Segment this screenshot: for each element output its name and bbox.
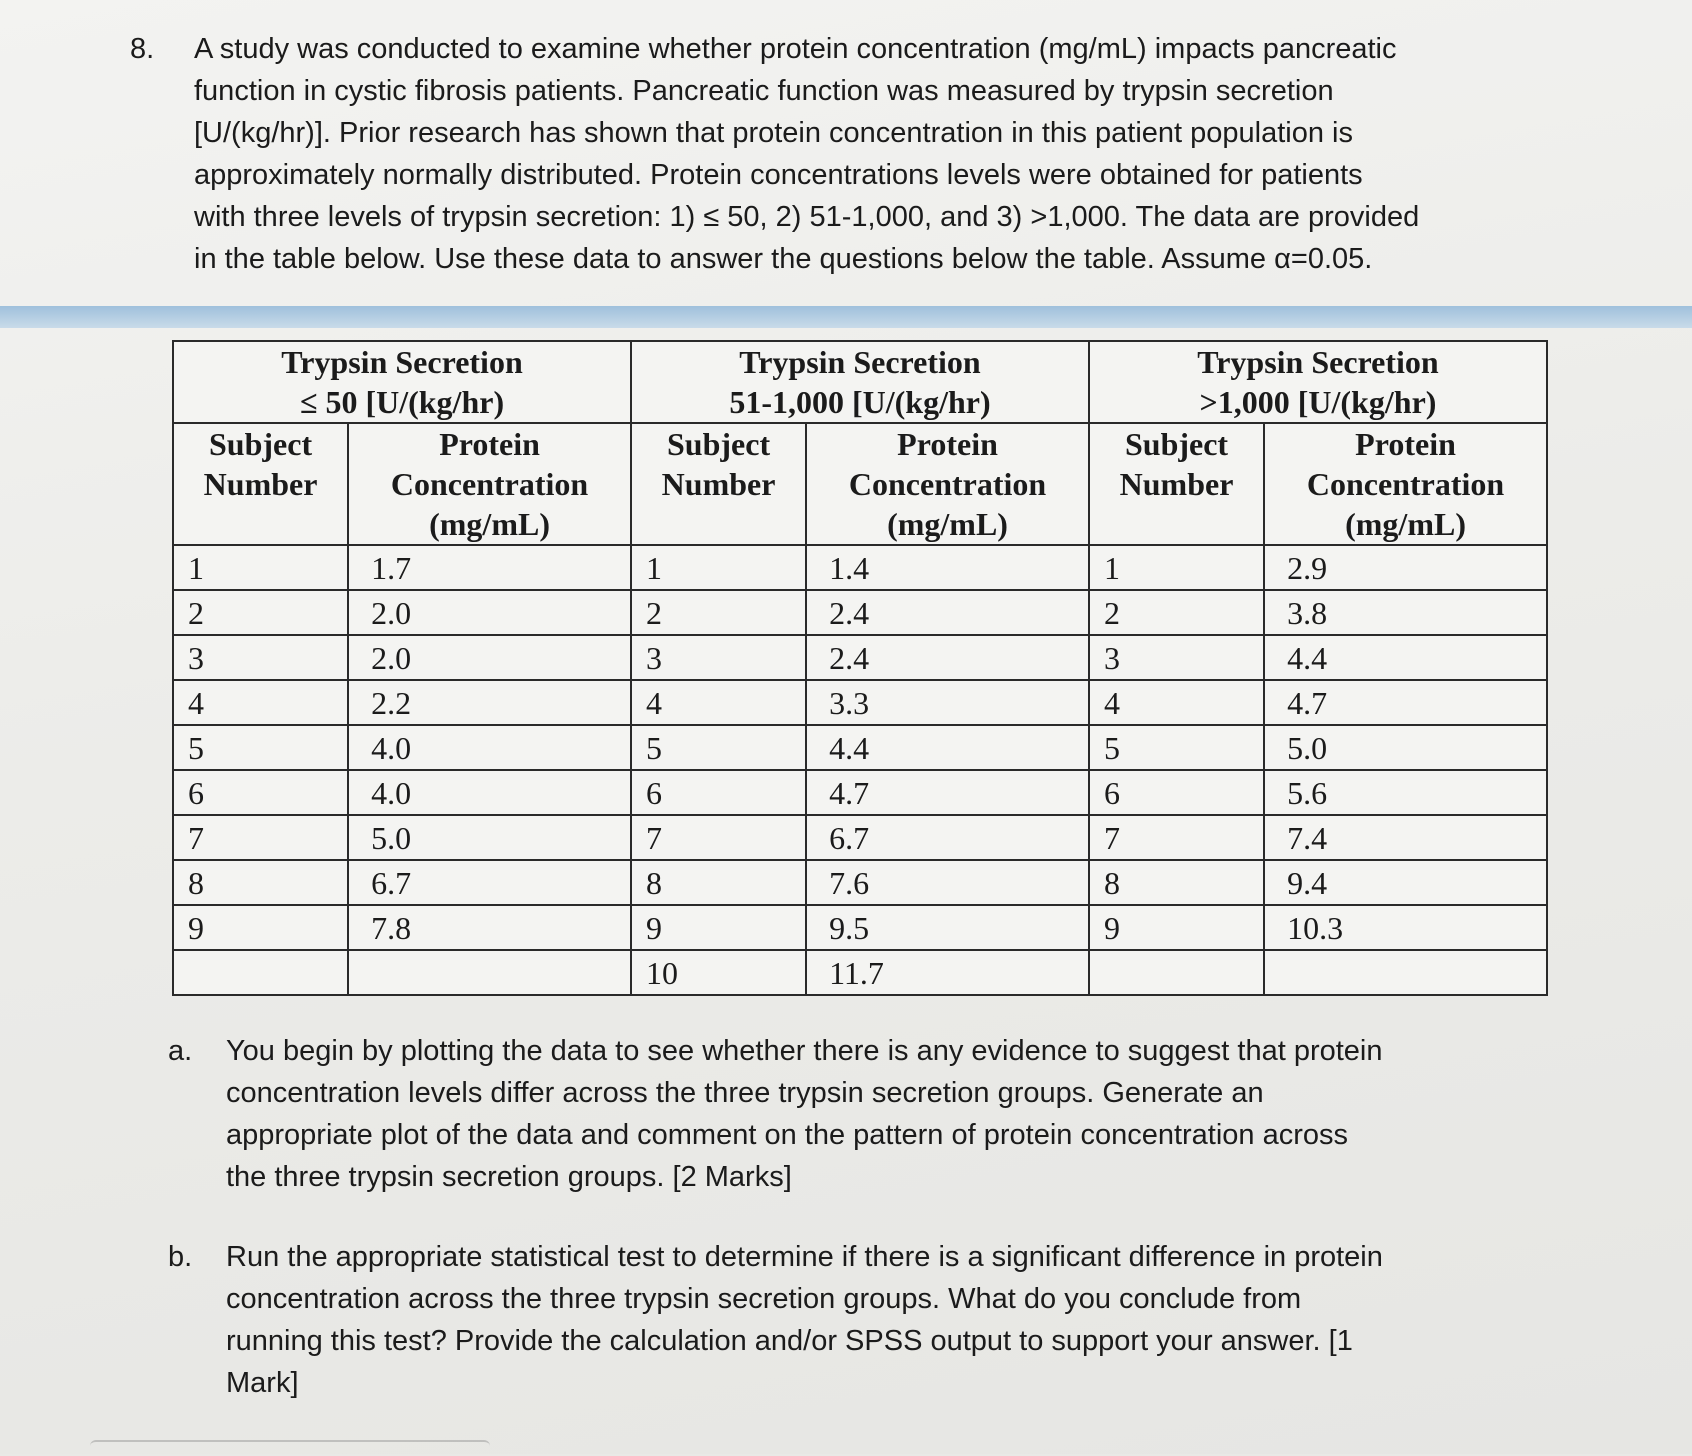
- header-word: Concentration: [848, 466, 1047, 502]
- subject-number-cell: 6: [631, 770, 806, 815]
- subject-number-cell: 3: [631, 635, 806, 680]
- part-b: [168, 1236, 1568, 1404]
- part-line: Run the appropriate statistical test to determine if there is a significant difference in protein: [226, 1241, 1383, 1273]
- protein-concentration-header: [348, 423, 631, 545]
- subject-number-cell: 7: [173, 815, 348, 860]
- protein-concentration-cell: 4.0: [348, 770, 631, 815]
- table-row: [173, 770, 1547, 815]
- subject-number-header: [173, 423, 348, 545]
- subject-number-header: [631, 423, 806, 545]
- table-row: [173, 950, 1547, 995]
- question-line: A study was conducted to examine whether protein concentration (mg/mL) impacts pancreatic: [194, 33, 1397, 65]
- protein-concentration-cell: 4.7: [806, 770, 1089, 815]
- subject-number-cell: 4: [173, 680, 348, 725]
- subject-number-cell: 2: [631, 590, 806, 635]
- protein-concentration-cell: 2.0: [348, 635, 631, 680]
- header-word: Protein: [897, 426, 998, 462]
- protein-concentration-cell: 2.4: [806, 590, 1089, 635]
- part-text: [226, 1030, 1568, 1198]
- header-word: (mg/mL): [429, 506, 550, 542]
- subject-number-header: [1089, 423, 1264, 545]
- header-word: Number: [661, 466, 776, 502]
- table-row: [173, 680, 1547, 725]
- protein-concentration-cell: 5.0: [348, 815, 631, 860]
- header-word: Protein: [439, 426, 540, 462]
- question-line: function in cystic fibrosis patients. Pancreatic function was measured by trypsin secretion: [194, 75, 1334, 107]
- protein-concentration-cell: 3.3: [806, 680, 1089, 725]
- subject-number-cell: 1: [1089, 545, 1264, 590]
- part-line: appropriate plot of the data and comment on the pattern of protein concentration across: [226, 1119, 1349, 1151]
- part-text: [226, 1236, 1568, 1404]
- protein-concentration-header: [806, 423, 1089, 545]
- group-title: Trypsin Secretion: [739, 344, 981, 380]
- subject-number-cell: 10: [631, 950, 806, 995]
- question-line: [U/(kg/hr)]. Prior research has shown that protein concentration in this patient population is: [194, 117, 1353, 149]
- protein-concentration-cell: 1.7: [348, 545, 631, 590]
- part-letter: b.: [168, 1241, 193, 1273]
- header-word: Number: [203, 466, 318, 502]
- subject-number-cell: 5: [173, 725, 348, 770]
- subject-number-cell: 6: [173, 770, 348, 815]
- header-word: Subject: [209, 426, 313, 462]
- protein-concentration-cell: 3.8: [1264, 590, 1547, 635]
- group-title: Trypsin Secretion: [281, 344, 523, 380]
- part-line: You begin by plotting the data to see whether there is any evidence to suggest that protein: [226, 1035, 1383, 1067]
- group-header: [173, 341, 631, 423]
- group-header-row: [173, 341, 1547, 423]
- table-row: [173, 815, 1547, 860]
- subject-number-cell: 9: [1089, 905, 1264, 950]
- table-body: [173, 545, 1547, 995]
- subject-number-cell: 3: [1089, 635, 1264, 680]
- table-row: [173, 725, 1547, 770]
- subject-number-cell: 1: [173, 545, 348, 590]
- protein-concentration-cell: 9.4: [1264, 860, 1547, 905]
- data-table-wrapper: [172, 340, 1548, 996]
- table-row: [173, 635, 1547, 680]
- header-word: Concentration: [390, 466, 589, 502]
- protein-concentration-cell: 4.7: [1264, 680, 1547, 725]
- subject-number-cell: 7: [1089, 815, 1264, 860]
- subject-number-cell: 7: [631, 815, 806, 860]
- protein-concentration-cell: 5.6: [1264, 770, 1547, 815]
- header-word: (mg/mL): [887, 506, 1008, 542]
- table-row: [173, 545, 1547, 590]
- protein-concentration-cell: 2.0: [348, 590, 631, 635]
- header-word: Concentration: [1306, 466, 1505, 502]
- question-line: approximately normally distributed. Protein concentrations levels were obtained for patients: [194, 159, 1363, 191]
- protein-concentration-cell: 6.7: [348, 860, 631, 905]
- part-line: the three trypsin secretion groups. [2 Marks]: [226, 1161, 792, 1193]
- subject-number-cell: 9: [173, 905, 348, 950]
- protein-concentration-cell: 4.0: [348, 725, 631, 770]
- header-word: Subject: [666, 426, 771, 462]
- question-line: in the table below. Use these data to answer the questions below the table. Assume α=0.05.: [194, 243, 1373, 275]
- subject-number-cell: 3: [173, 635, 348, 680]
- group-range: 51-1,000 [U/(kg/hr): [729, 384, 991, 420]
- subject-number-cell: 9: [631, 905, 806, 950]
- protein-concentration-cell: 5.0: [1264, 725, 1547, 770]
- question-number: 8.: [130, 33, 155, 65]
- protein-concentration-cell: [1264, 950, 1547, 995]
- subject-number-cell: 8: [1089, 860, 1264, 905]
- protein-concentration-cell: 7.4: [1264, 815, 1547, 860]
- question-line: with three levels of trypsin secretion: 1) ≤ 50, 2) 51-1,000, and 3) >1,000. The data are provided: [194, 201, 1420, 233]
- protein-concentration-cell: 7.8: [348, 905, 631, 950]
- protein-concentration-cell: 2.2: [348, 680, 631, 725]
- subject-number-cell: 4: [631, 680, 806, 725]
- part-line: running this test? Provide the calculation and/or SPSS output to support your answer. [1: [226, 1325, 1353, 1357]
- part-a: [168, 1030, 1568, 1198]
- group-range: >1,000 [U/(kg/hr): [1199, 384, 1437, 420]
- header-word: Number: [1119, 466, 1234, 502]
- subject-number-cell: 2: [173, 590, 348, 635]
- protein-concentration-cell: 4.4: [1264, 635, 1547, 680]
- header-word: (mg/mL): [1345, 506, 1466, 542]
- protein-concentration-cell: 11.7: [806, 950, 1089, 995]
- protein-concentration-cell: [348, 950, 631, 995]
- protein-concentration-header: [1264, 423, 1547, 545]
- protein-concentration-cell: 7.6: [806, 860, 1089, 905]
- subject-number-cell: 8: [173, 860, 348, 905]
- column-header-row: [173, 423, 1547, 545]
- subject-number-cell: 1: [631, 545, 806, 590]
- part-line: concentration across the three trypsin secretion groups. What do you conclude from: [226, 1283, 1302, 1315]
- question-parts: [168, 1030, 1568, 1442]
- header-word: Protein: [1355, 426, 1456, 462]
- part-letter: a.: [168, 1035, 193, 1067]
- subject-number-cell: 8: [631, 860, 806, 905]
- protein-concentration-cell: 6.7: [806, 815, 1089, 860]
- paper-fold-band: [0, 306, 1692, 328]
- part-line: Mark]: [226, 1367, 299, 1399]
- subject-number-cell: [1089, 950, 1264, 995]
- table-row: [173, 905, 1547, 950]
- subject-number-cell: 6: [1089, 770, 1264, 815]
- table-row: [173, 590, 1547, 635]
- subject-number-cell: 2: [1089, 590, 1264, 635]
- question-text: [194, 28, 1534, 280]
- protein-concentration-cell: 9.5: [806, 905, 1089, 950]
- subject-number-cell: 4: [1089, 680, 1264, 725]
- group-header: [631, 341, 1089, 423]
- trypsin-protein-table: [172, 340, 1548, 996]
- header-word: Subject: [1124, 426, 1229, 462]
- group-range: ≤ 50 [U/(kg/hr): [299, 384, 505, 420]
- protein-concentration-cell: 4.4: [806, 725, 1089, 770]
- protein-concentration-cell: 1.4: [806, 545, 1089, 590]
- group-title: Trypsin Secretion: [1197, 344, 1439, 380]
- protein-concentration-cell: 10.3: [1264, 905, 1547, 950]
- group-header: [1089, 341, 1547, 423]
- protein-concentration-cell: 2.9: [1264, 545, 1547, 590]
- subject-number-cell: 5: [631, 725, 806, 770]
- table-row: [173, 860, 1547, 905]
- part-line: concentration levels differ across the three trypsin secretion groups. Generate an: [226, 1077, 1264, 1109]
- subject-number-cell: 5: [1089, 725, 1264, 770]
- protein-concentration-cell: 2.4: [806, 635, 1089, 680]
- subject-number-cell: [173, 950, 348, 995]
